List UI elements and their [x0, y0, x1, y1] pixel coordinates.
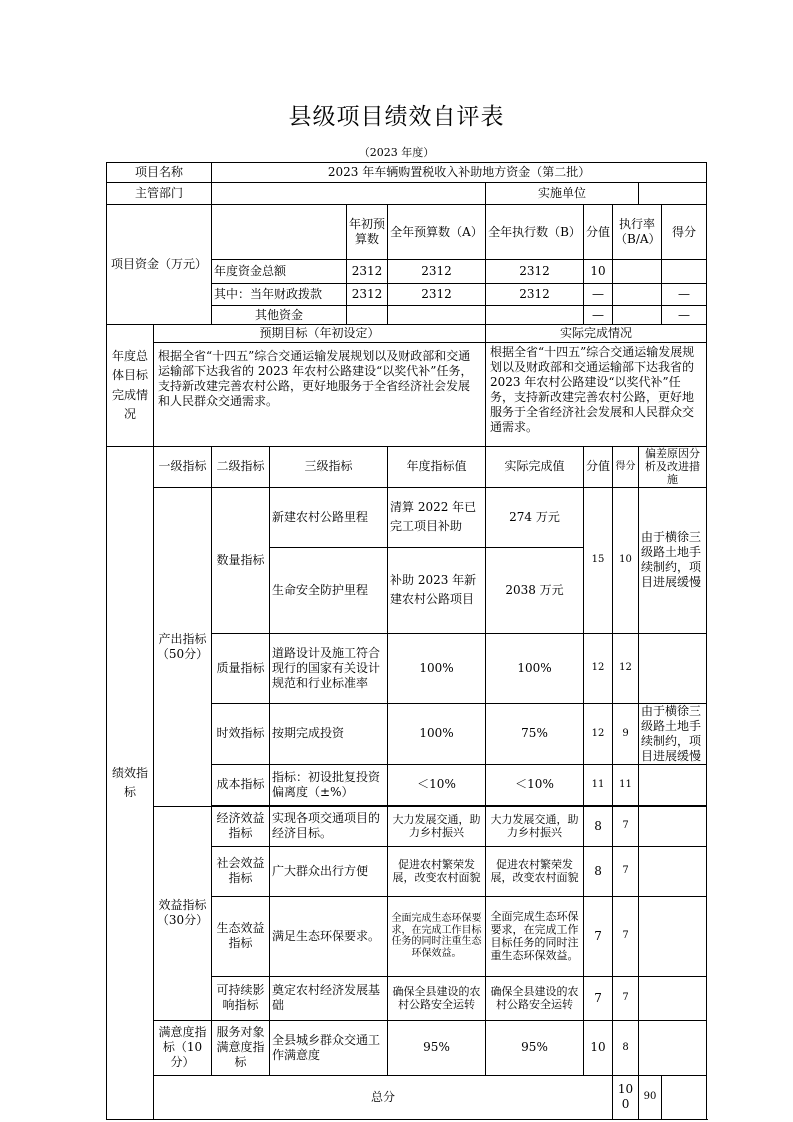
- benefit-2-score: 8: [584, 846, 613, 896]
- funds-row-other-score: —: [584, 306, 613, 325]
- header-executed: 全年执行数（B）: [486, 205, 584, 260]
- cost-score: 11: [584, 764, 613, 805]
- timeliness-actual: 75%: [486, 703, 584, 764]
- page-title: 县级项目绩效自评表: [288, 104, 505, 130]
- perf-header-score: 分值: [584, 447, 613, 488]
- benefit-4-got: 7: [613, 976, 639, 1020]
- dept-value: [212, 183, 486, 205]
- benefit-4-l3: 奠定农村经济发展基础: [270, 976, 388, 1020]
- funds-row-fiscal-annual: 2312: [388, 284, 486, 306]
- benefit-1-actual: 大力发展交通，助力乡村振兴: [486, 806, 584, 846]
- satisfaction-reason: [639, 1020, 707, 1075]
- header-exec-rate: 执行率（B/A）: [613, 205, 662, 260]
- project-name-value: 2023 年车辆购置税收入补助地方资金（第二批）: [212, 163, 707, 183]
- impl-value: [639, 183, 707, 205]
- benefit-3-l2: 生态效益指标: [212, 896, 270, 976]
- benefit-3-reason: [639, 896, 707, 976]
- quantity-label: 数量指标: [212, 487, 270, 633]
- quantity-score: 15: [584, 487, 613, 633]
- cost-item: 指标：初设批复投资偏离度（±%）: [270, 764, 388, 805]
- benefit-1-l3: 实现各项交通项目的经济目标。: [270, 806, 388, 846]
- funds-row-fiscal-executed: 2312: [486, 284, 584, 306]
- benefit-2-actual: 促进农村繁荣发展，改变农村面貌: [486, 846, 584, 896]
- timeliness-item: 按期完成投资: [270, 703, 388, 764]
- funds-label: 项目资金（万元）: [107, 205, 212, 325]
- benefit-1-score: 8: [584, 806, 613, 846]
- cost-actual: ＜10%: [486, 764, 584, 805]
- satisfaction-got: 8: [613, 1020, 639, 1075]
- funds-row-other-label: 其他资金: [212, 306, 347, 325]
- funds-row-fiscal-score: —: [584, 284, 613, 306]
- total-score: 100: [613, 1075, 639, 1119]
- funds-row-other-got: —: [662, 306, 707, 325]
- benefit-1-got: 7: [613, 806, 639, 846]
- timeliness-got: 9: [613, 703, 639, 764]
- quality-label: 质量指标: [212, 633, 270, 703]
- evaluation-table: [106, 162, 707, 1120]
- quantity-item-1-name: 新建农村公路里程: [270, 487, 388, 547]
- satisfaction-l3: 全县城乡群众交通工作满意度: [270, 1020, 388, 1075]
- funds-row-other-rate: [613, 306, 662, 325]
- benefit-label: 效益指标（30分）: [154, 806, 212, 1020]
- performance-label: 绩效指标: [107, 447, 154, 1120]
- benefit-1-l2: 经济效益指标: [212, 806, 270, 846]
- quality-actual: 100%: [486, 633, 584, 703]
- goals-label: 年度总体目标完成情况: [107, 325, 154, 447]
- funds-header-blank: [212, 205, 347, 260]
- quality-score: 12: [584, 633, 613, 703]
- satisfaction-l2: 服务对象满意度指标: [212, 1020, 270, 1075]
- funds-row-fiscal-rate: [613, 284, 662, 306]
- timeliness-reason: 由于横徐三级路土地手续制约，项目进展缓慢: [639, 703, 707, 764]
- project-name-label: 项目名称: [107, 163, 212, 183]
- quality-item: 道路设计及施工符合现行的国家有关设计规范和行业标准率: [270, 633, 388, 703]
- benefit-3-l3: 满足生态环保要求。: [270, 896, 388, 976]
- cost-reason: [639, 764, 707, 805]
- funds-row-total-initial: 2312: [347, 260, 388, 284]
- satisfaction-label: 满意度指标（10分）: [154, 1020, 212, 1075]
- benefit-1-target: 大力发展交通，助力乡村振兴: [388, 806, 486, 846]
- total-blank: [662, 1075, 707, 1119]
- timeliness-score: 12: [584, 703, 613, 764]
- quantity-item-2-name: 生命安全防护里程: [270, 547, 388, 633]
- cost-got: 11: [613, 764, 639, 805]
- benefit-4-l2: 可持续影响指标: [212, 976, 270, 1020]
- quantity-item-1-target: 清算 2022 年已完工项目补助: [388, 487, 486, 547]
- benefit-2-target: 促进农村繁荣发展，改变农村面貌: [388, 846, 486, 896]
- quantity-got: 10: [613, 487, 639, 633]
- benefit-1-reason: [639, 806, 707, 846]
- actual-goal-text: 根据全省“十四五”综合交通运输发展规划以及财政部和交通运输部下达我省的 2023 年农村公路建设“以奖代补”任务，支持新改建完善农村公路，更好地服务于全省经济社会发展和人民群众交通需求。: [486, 343, 707, 447]
- cost-label: 成本指标: [212, 764, 270, 805]
- funds-row-total-executed: 2312: [486, 260, 584, 284]
- perf-header-reason: 偏差原因分析及改进措施: [639, 447, 707, 488]
- perf-header-got: 得分: [613, 447, 639, 488]
- quality-reason: [639, 633, 707, 703]
- header-annual-budget: 全年预算数（A）: [388, 205, 486, 260]
- quantity-item-1-actual: 274 万元: [486, 487, 584, 547]
- benefit-3-score: 7: [584, 896, 613, 976]
- total-label: 总分: [154, 1075, 613, 1119]
- satisfaction-actual: 95%: [486, 1020, 584, 1075]
- perf-header-l3: 三级指标: [270, 447, 388, 488]
- header-initial-budget: 年初预算数: [347, 205, 388, 260]
- report-year: （2023 年度）: [358, 146, 435, 159]
- cost-target: ＜10%: [388, 764, 486, 805]
- satisfaction-target: 95%: [388, 1020, 486, 1075]
- benefit-3-actual: 全面完成生态环保要求，在完成工作目标任务的同时注重生态环保效益。: [486, 896, 584, 976]
- funds-row-fiscal-label: 其中：当年财政拨款: [212, 284, 347, 306]
- funds-row-other-annual: [388, 306, 486, 325]
- satisfaction-score: 10: [584, 1020, 613, 1075]
- total-got: 90: [639, 1075, 662, 1119]
- benefit-2-got: 7: [613, 846, 639, 896]
- funds-row-total-got: [662, 260, 707, 284]
- benefit-3-target: 全面完成生态环保要求，在完成工作目标任务的同时注重生态环保效益。: [388, 896, 486, 976]
- output-label: 产出指标（50分）: [154, 487, 212, 806]
- header-score: 分值: [584, 205, 613, 260]
- benefit-3-got: 7: [613, 896, 639, 976]
- dept-label: 主管部门: [107, 183, 212, 205]
- perf-header-l1: 一级指标: [154, 447, 212, 488]
- quantity-item-2-actual: 2038 万元: [486, 547, 584, 633]
- perf-header-actual: 实际完成值: [486, 447, 584, 488]
- expected-goal-header: 预期目标（年初设定）: [154, 325, 486, 343]
- benefit-2-reason: [639, 846, 707, 896]
- expected-goal-text: 根据全省“十四五”综合交通运输发展规划以及财政部和交通运输部下达我省的 2023 年农村公路建设“以奖代补”任务，支持新改建完善农村公路，更好地服务于全省经济社会发展和人民群众交通需求。: [154, 343, 486, 447]
- timeliness-target: 100%: [388, 703, 486, 764]
- timeliness-label: 时效指标: [212, 703, 270, 764]
- benefit-4-score: 7: [584, 976, 613, 1020]
- perf-header-target: 年度指标值: [388, 447, 486, 488]
- quantity-reason: 由于横徐三级路土地手续制约，项目进展缓慢: [639, 487, 707, 633]
- funds-row-fiscal-initial: 2312: [347, 284, 388, 306]
- quality-target: 100%: [388, 633, 486, 703]
- benefit-2-l2: 社会效益指标: [212, 846, 270, 896]
- actual-goal-header: 实际完成情况: [486, 325, 707, 343]
- funds-row-other-executed: [486, 306, 584, 325]
- impl-label: 实施单位: [486, 183, 639, 205]
- funds-row-total-annual: 2312: [388, 260, 486, 284]
- benefit-4-target: 确保全县建设的农村公路安全运转: [388, 976, 486, 1020]
- funds-row-other-initial: [347, 306, 388, 325]
- perf-header-l2: 二级指标: [212, 447, 270, 488]
- funds-row-total-rate: [613, 260, 662, 284]
- quality-got: 12: [613, 633, 639, 703]
- funds-row-total-label: 年度资金总额: [212, 260, 347, 284]
- benefit-2-l3: 广大群众出行方便: [270, 846, 388, 896]
- benefit-4-reason: [639, 976, 707, 1020]
- quantity-item-2-target: 补助 2023 年新建农村公路项目: [388, 547, 486, 633]
- funds-row-fiscal-got: —: [662, 284, 707, 306]
- funds-row-total-score: 10: [584, 260, 613, 284]
- benefit-4-actual: 确保全县建设的农村公路安全运转: [486, 976, 584, 1020]
- header-got: 得分: [662, 205, 707, 260]
